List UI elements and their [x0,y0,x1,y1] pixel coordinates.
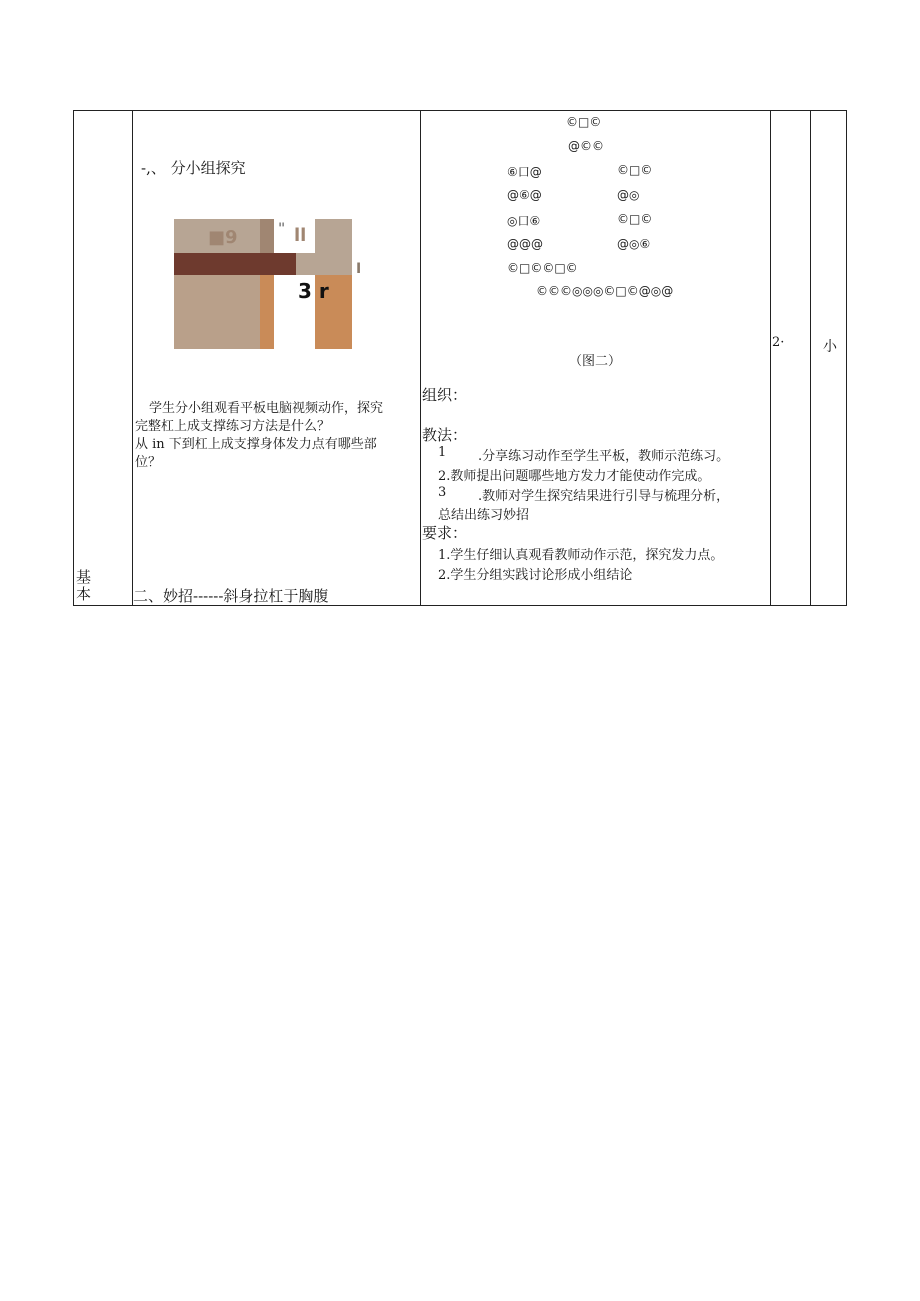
question-text: 学生分小组观看平板电脑视频动作，探究 [149,401,384,416]
lesson-plan-table [73,110,847,606]
figure-block [315,219,352,253]
figure-label: ll [294,225,307,246]
section-label: 基本 [76,568,92,603]
requirement-item: 2.学生分组实践讨论形成小组结论 [438,568,633,583]
organisation-label: 组织： [422,386,468,404]
section-label-cell [74,111,132,605]
figure-block [260,275,274,349]
method-num: 1 [438,445,447,460]
heading-group-explore: -,、 分小组探究 [141,159,246,177]
formation-row: ◎口⑥ [507,214,541,228]
heading-tip: 二、妙招------斜身拉杠于胸腹 [133,587,329,605]
figure-block [174,275,260,349]
method-label: 教法： [422,426,468,444]
formation-row: @@@ [507,237,543,251]
exercise-figure [174,219,362,349]
requirement-item: 1.学生仔细认真观看教师动作示范，探究发力点。 [438,548,724,563]
figure-block [315,253,352,275]
figure-label: ■9 [208,227,238,248]
method-item: 2.教师提出问题哪些地方发力才能使动作完成。 [438,469,711,484]
figure-label: 3 r [298,279,329,303]
method-num: 3 [438,485,447,500]
formation-row: ©□© [566,115,602,129]
method-item: .分享练习动作至学生平板，教师示范练习。 [478,449,730,464]
figure-block [296,253,315,275]
formation-row: ©□©©□© [507,261,578,275]
level-value: 小 [823,339,837,355]
requirement-label: 要求： [422,524,468,542]
time-cell [771,111,810,605]
method-item: 总结出练习妙招 [438,508,530,523]
formation-row: @©© [568,139,604,153]
figure-label: I [356,261,362,277]
figure-block [260,219,274,253]
formation-row: ⑥口@ [507,165,542,179]
content-cell [133,111,420,605]
formation-row: @⑥@ [507,188,542,202]
formation-row: ©□© [617,212,653,226]
formation-row: @◎ [617,188,640,202]
organisation-cell [421,111,770,605]
figure-caption: （图二） [569,354,622,369]
time-value: 2· [772,335,785,350]
question-text: 位？ [135,455,162,470]
formation-row: @◎⑥ [617,237,651,251]
level-cell [811,111,847,605]
formation-row: ©□© [617,163,653,177]
formation-row: ©©©◎◎◎©□©@◎@ [536,284,674,298]
figure-bar [174,253,296,275]
method-item: .教师对学生探究结果进行引导与梳理分析， [478,489,730,504]
question-text: 完整杠上成支撑练习方法是什么？ [135,419,331,434]
figure-label: " [278,221,286,237]
question-text: 从 in 下到杠上成支撑身体发力点有哪些部 [135,437,377,452]
